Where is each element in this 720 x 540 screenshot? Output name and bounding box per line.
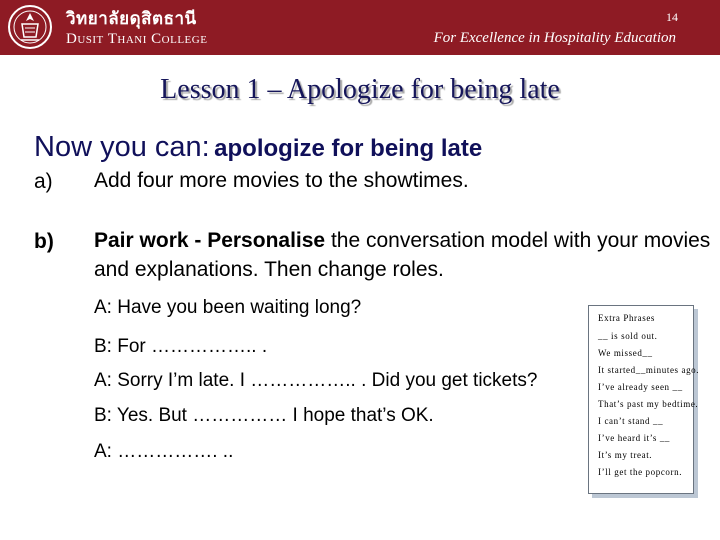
item-a-text: Add four more movies to the showtimes. <box>94 169 469 192</box>
extra-phrase: I can’t stand __ <box>598 416 664 426</box>
college-name-thai: วิทยาลัยดุสิตธานี <box>66 9 197 29</box>
extra-phrase: I’ll get the popcorn. <box>598 467 683 477</box>
extra-phrase: __ is sold out. <box>598 331 658 341</box>
now-you-can-lead: Now you can: <box>34 131 210 163</box>
college-tagline: For Excellence in Hospitality Education <box>433 30 676 46</box>
item-a-letter: a) <box>34 170 53 193</box>
extra-phrase: That’s past my bedtime. <box>598 399 699 409</box>
extra-phrase: I’ve heard it’s __ <box>598 433 671 443</box>
item-b-rest: the conversation model with your movies and explanations. Then change roles. <box>94 229 711 281</box>
extra-phrase: I’ve already seen __ <box>598 382 683 392</box>
now-you-can-goal: apologize for being late <box>214 135 483 162</box>
item-b-bold-lead: Pair work - Personalise <box>94 229 326 252</box>
dialogue-line: B: For …………….. . <box>94 336 268 357</box>
dialogue-line: A: ……………. .. <box>94 441 234 462</box>
item-b-text <box>94 226 718 284</box>
extra-phrase: We missed__ <box>598 348 653 358</box>
lesson-title: Lesson 1 – Apologize for being late <box>160 74 560 105</box>
dialogue-line: A: Sorry I’m late. I …………….. . Did you get tickets? <box>94 370 538 391</box>
slide-number: 14 <box>666 10 678 24</box>
item-b-letter: b) <box>34 230 54 253</box>
college-seal-icon <box>7 4 53 50</box>
now-you-can-heading <box>34 131 482 164</box>
header-banner <box>0 0 720 55</box>
dialogue-line: B: Yes. But …………… I hope that’s OK. <box>94 405 434 426</box>
extra-phrase: It started__minutes ago. <box>598 365 700 375</box>
dialogue-line: A: Have you been waiting long? <box>94 297 362 318</box>
college-name-english: Dusit Thani College <box>66 31 208 47</box>
extra-phrases-title: Extra Phrases <box>598 313 656 323</box>
extra-phrases-box <box>588 305 700 494</box>
extra-phrase: It’s my treat. <box>598 450 653 460</box>
